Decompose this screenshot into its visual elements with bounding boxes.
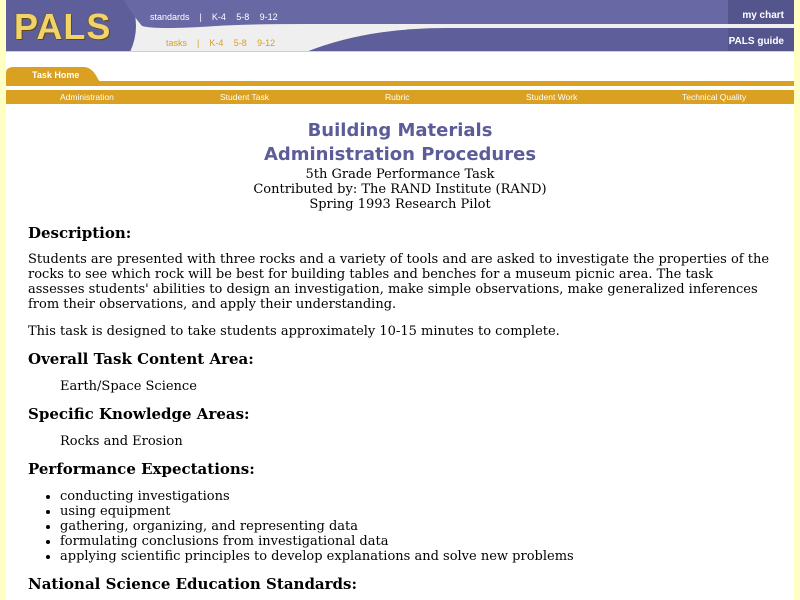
nav-separator: | — [197, 38, 200, 48]
list-item: • formulating conclusions from investigational data — [60, 534, 794, 549]
site-header — [6, 0, 794, 52]
standards-heading: National Science Education Standards: — [28, 575, 358, 593]
header-banner — [6, 0, 794, 52]
tab-task-home-label: Task Home — [32, 70, 80, 80]
subnav-technical-quality[interactable]: Technical Quality — [682, 92, 747, 102]
tab-underline — [6, 81, 794, 86]
standards-nav — [150, 12, 278, 22]
expectations-list — [6, 489, 794, 564]
expectations-heading: Performance Expectations: — [28, 460, 255, 478]
subnav-student-task[interactable]: Student Task — [220, 92, 269, 102]
page — [6, 0, 794, 600]
subnav-rubric[interactable]: Rubric — [385, 92, 410, 102]
grade-level: 5th Grade Performance Task — [305, 167, 495, 182]
time-estimate: This task is designed to take students approximately 10-15 minutes to complete. — [28, 324, 560, 339]
tasks-5-8-link[interactable]: 5-8 — [233, 38, 247, 48]
tasks-9-12-link[interactable]: 9-12 — [257, 38, 276, 48]
subnav-administration[interactable]: Administration — [60, 92, 114, 102]
pals-logo[interactable]: PALS — [14, 6, 112, 47]
tasks-k4-link[interactable]: K-4 — [209, 38, 224, 48]
standards-5-8-link[interactable]: 5-8 — [236, 12, 250, 22]
tab-strip — [6, 52, 794, 90]
content-area-value: Earth/Space Science — [60, 379, 197, 394]
list-item: • conducting investigations — [60, 489, 794, 504]
list-item: • gathering, organizing, and representing data — [60, 519, 794, 534]
standards-k4-link[interactable]: K-4 — [211, 12, 226, 22]
description-text: Students are presented with three rocks and a variety of tools and are asked to investigate the properties of the rocks to see which rock will be best for building tables and benches for a museum picnic area. The task assesses students' abilities to design an investigation, make simple observations, make generalized inferences from their observations, and apply their understanding. — [28, 252, 770, 312]
knowledge-areas-heading: Specific Knowledge Areas: — [28, 405, 250, 423]
main-content — [6, 104, 794, 594]
contributor: Contributed by: The RAND Institute (RAND) — [253, 182, 547, 197]
task-subnav — [6, 90, 794, 104]
subnav-student-work[interactable]: Student Work — [526, 92, 578, 102]
pals-guide-link[interactable]: PALS guide — [728, 36, 784, 47]
my-chart-link[interactable]: my chart — [742, 10, 784, 21]
tasks-nav — [166, 38, 275, 48]
knowledge-areas-value: Rocks and Erosion — [60, 434, 183, 449]
content-area-heading: Overall Task Content Area: — [28, 350, 254, 368]
pilot-date: Spring 1993 Research Pilot — [309, 197, 491, 212]
list-item: • applying scientific principles to develop explanations and solve new problems — [60, 549, 794, 564]
description-heading: Description: — [28, 224, 132, 242]
page-title: Building Materials — [307, 120, 493, 141]
tasks-link[interactable]: tasks — [166, 38, 188, 48]
standards-link[interactable]: standards — [150, 12, 190, 22]
list-item: • using equipment — [60, 504, 794, 519]
standards-9-12-link[interactable]: 9-12 — [259, 12, 278, 22]
page-subtitle: Administration Procedures — [263, 144, 537, 165]
nav-separator: | — [199, 12, 202, 22]
